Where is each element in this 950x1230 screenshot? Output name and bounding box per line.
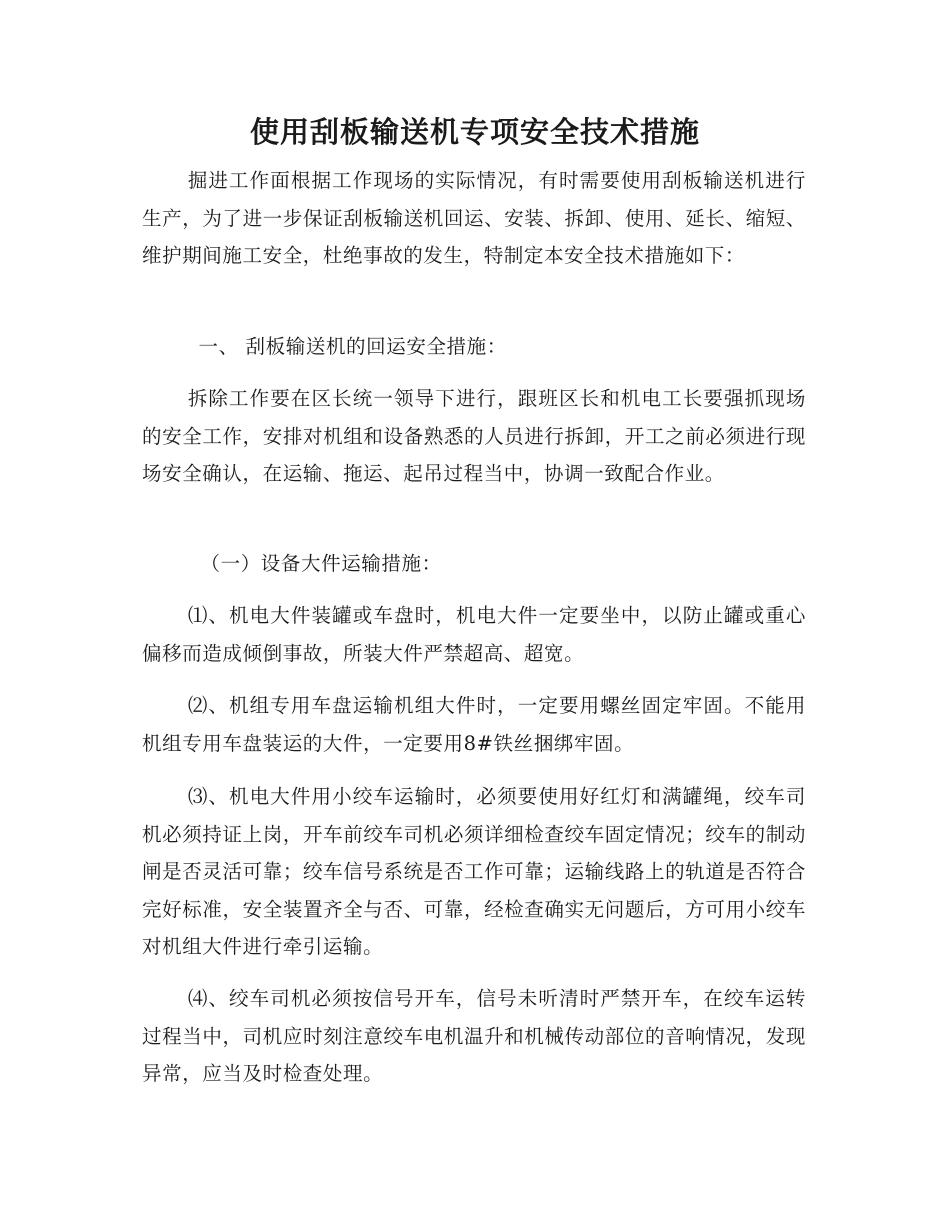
intro-paragraph: 掘进工作面根据工作现场的实际情况，有时需要使用刮板输送机进行生产，为了进一步保证刮板输送机回运、安装、拆卸、使用、延长、缩短、维护期间施工安全，杜绝事故的发生，特制定本安全技术措施如下： [142, 169, 806, 267]
list-item-4: ⑷、绞车司机必须按信号开车，信号未听清时严禁开车，在绞车运转过程当中，司机应时刻注意绞车电机温升和机械传动部位的音响情况，发现异常，应当及时检查处理。 [142, 987, 806, 1085]
section-1-paragraph: 拆除工作要在区长统一领导下进行，跟班区长和机电工长要强抓现场的安全工作，安排对机组和设备熟悉的人员进行拆卸，开工之前必须进行现场安全确认，在运输、拖运、起吊过程当中，协调一致配合作业。 [142, 387, 806, 485]
subsection-heading-1: （一）设备大件运输措施： [200, 552, 442, 575]
section-heading-1: 一、 刮板输送机的回运安全措施： [198, 335, 507, 358]
list-item-1: ⑴、机电大件装罐或车盘时，机电大件一定要坐中，以防止罐或重心偏移而造成倾倒事故，所装大件严禁超高、超宽。 [142, 604, 806, 665]
list-item-3: ⑶、机电大件用小绞车运输时，必须要使用好红灯和满罐绳，绞车司机必须持证上岗，开车前绞车司机必须详细检查绞车固定情况；绞车的制动闸是否灵活可靠；绞车信号系统是否工作可靠；运输线路上的轨道是否符合完好标准，安全装置齐全与否、可靠，经检查确实无问题后，方可用小绞车对机组大件进行牵引运输。 [142, 785, 806, 958]
list-item-2: ⑵、机组专用车盘运输机组大件时，一定要用螺丝固定牢固。不能用机组专用车盘装运的大件，一定要用8#铁丝捆绑牢固。 [142, 694, 806, 755]
page-title: 使用刮板输送机专项安全技术措施 [249, 115, 700, 149]
